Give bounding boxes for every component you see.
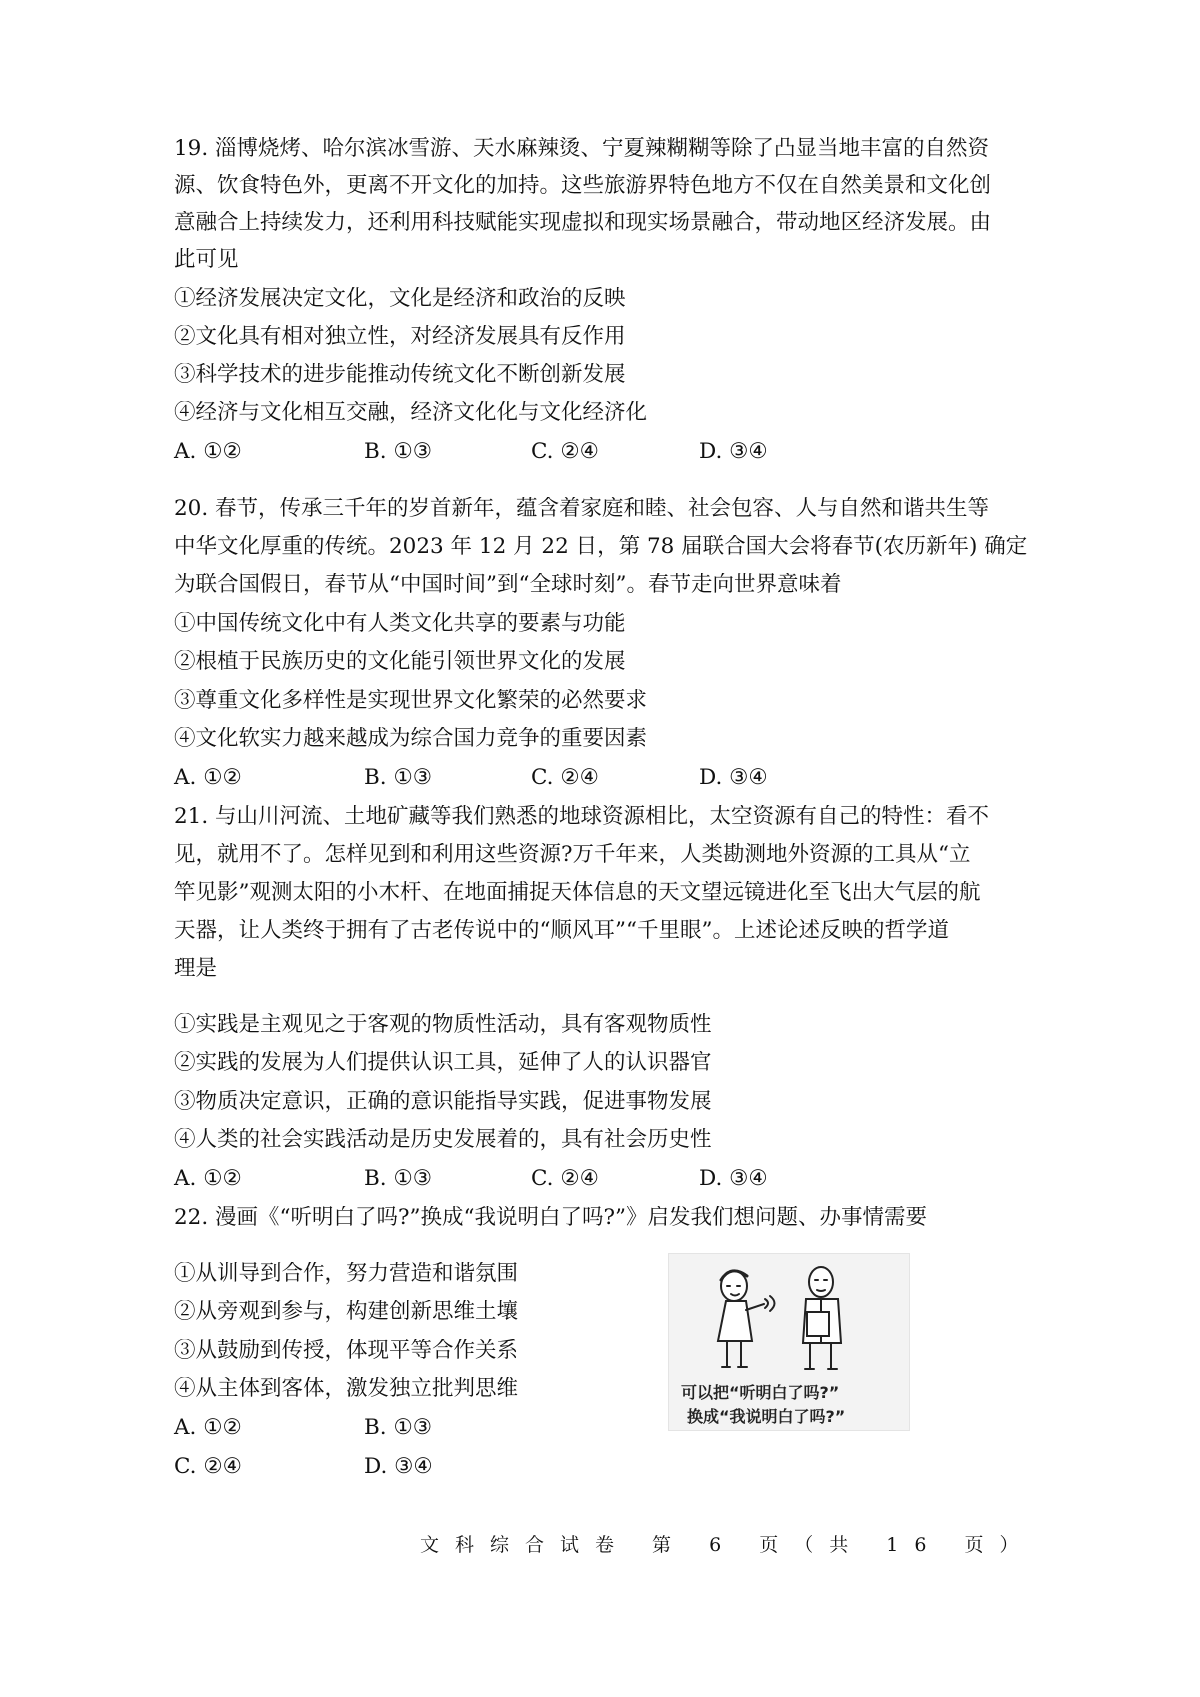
q22-stem-line-1: 22. 漫画《“听明白了吗?”换成“我说明白了吗?”》启发我们想问题、办事情需要	[174, 1206, 928, 1230]
q19-option-a: A. ①②	[174, 439, 242, 464]
q22-item-1: ①从训导到合作，努力营造和谐氛围	[174, 1262, 519, 1286]
q21-stem-line-1: 21. 与山川河流、土地矿藏等我们熟悉的地球资源相比，太空资源有自己的特性：看不	[174, 805, 990, 829]
q21-option-b: B. ①③	[364, 1166, 433, 1191]
q19-option-c: C. ②④	[531, 439, 599, 464]
q22-option-a: A. ①②	[174, 1415, 242, 1440]
cartoon-caption-line-2: 换成“我说明白了吗?”	[687, 1407, 846, 1426]
q19-stem-line-2: 源、饮食特色外，更离不开文化的加持。这些旅游界特色地方不仅在自然美景和文化创	[174, 174, 992, 198]
q19-item-4: ④经济与文化相互交融，经济文化化与文化经济化	[174, 401, 648, 425]
q20-option-b: B. ①③	[364, 765, 433, 790]
q20-item-3: ③尊重文化多样性是实现世界文化繁荣的必然要求	[174, 689, 648, 713]
q21-item-1: ①实践是主观见之于客观的物质性活动，具有客观物质性	[174, 1013, 712, 1037]
q21-item-2: ②实践的发展为人们提供认识工具，延伸了人的认识器官	[174, 1051, 712, 1075]
q19-stem-line-3: 意融合上持续发力，还利用科技赋能实现虚拟和现实场景融合，带动地区经济发展。由	[174, 211, 992, 235]
q20-option-d: D. ③④	[699, 765, 768, 790]
q20-stem-line-1: 20. 春节，传承三千年的岁首新年，蕴含着家庭和睦、社会包容、人与自然和谐共生等	[174, 497, 990, 521]
q20-option-a: A. ①②	[174, 765, 242, 790]
q21-stem-line-5: 理是	[174, 957, 218, 981]
q22-option-b: B. ①③	[364, 1415, 433, 1440]
cartoon-illustration	[668, 1253, 910, 1431]
q20-item-1: ①中国传统文化中有人类文化共享的要素与功能	[174, 612, 626, 636]
cartoon-caption-line-1: 可以把“听明白了吗?”	[681, 1383, 840, 1402]
q21-item-3: ③物质决定意识，正确的意识能指导实践，促进事物发展	[174, 1090, 712, 1114]
q22-item-3: ③从鼓励到传授，体现平等合作关系	[174, 1339, 519, 1363]
q19-item-1: ①经济发展决定文化，文化是经济和政治的反映	[174, 287, 626, 311]
q19-item-2: ②文化具有相对独立性，对经济发展具有反作用	[174, 325, 626, 349]
q20-stem-line-2: 中华文化厚重的传统。2023 年 12 月 22 日，第 78 届联合国大会将春节(农历新年) 确定	[174, 535, 1028, 559]
q19-stem-line-1: 19. 淄博烧烤、哈尔滨冰雪游、天水麻辣烫、宁夏辣糊糊等除了凸显当地丰富的自然资	[174, 137, 990, 161]
q21-item-4: ④人类的社会实践活动是历史发展着的，具有社会历史性	[174, 1128, 712, 1152]
page-footer: 文科综合试卷 第 6 页（共 16 页）	[420, 1534, 1035, 1556]
q21-option-a: A. ①②	[174, 1166, 242, 1191]
q22-item-4: ④从主体到客体，激发独立批判思维	[174, 1377, 519, 1401]
q21-stem-line-2: 见，就用不了。怎样见到和利用这些资源?万千年来，人类勘测地外资源的工具从“立	[174, 843, 971, 867]
q22-item-2: ②从旁观到参与，构建创新思维土壤	[174, 1300, 519, 1324]
q21-option-c: C. ②④	[531, 1166, 599, 1191]
q20-stem-line-3: 为联合国假日，春节从“中国时间”到“全球时刻”。春节走向世界意味着	[174, 573, 842, 597]
q22-option-d: D. ③④	[364, 1454, 433, 1479]
q21-stem-line-4: 天器，让人类终于拥有了古老传说中的“顺风耳”“千里眼”。上述论述反映的哲学道	[174, 919, 949, 943]
q22-option-c: C. ②④	[174, 1454, 242, 1479]
q21-option-d: D. ③④	[699, 1166, 768, 1191]
q20-option-c: C. ②④	[531, 765, 599, 790]
q19-option-d: D. ③④	[699, 439, 768, 464]
q19-item-3: ③科学技术的进步能推动传统文化不断创新发展	[174, 363, 626, 387]
q19-stem-line-4: 此可见	[174, 248, 239, 272]
q20-item-2: ②根植于民族历史的文化能引领世界文化的发展	[174, 650, 626, 674]
q19-option-b: B. ①③	[364, 439, 433, 464]
q20-item-4: ④文化软实力越来越成为综合国力竞争的重要因素	[174, 727, 648, 751]
q21-stem-line-3: 竿见影”观测太阳的小木杆、在地面捕捉天体信息的天文望远镜进化至飞出大气层的航	[174, 881, 981, 905]
